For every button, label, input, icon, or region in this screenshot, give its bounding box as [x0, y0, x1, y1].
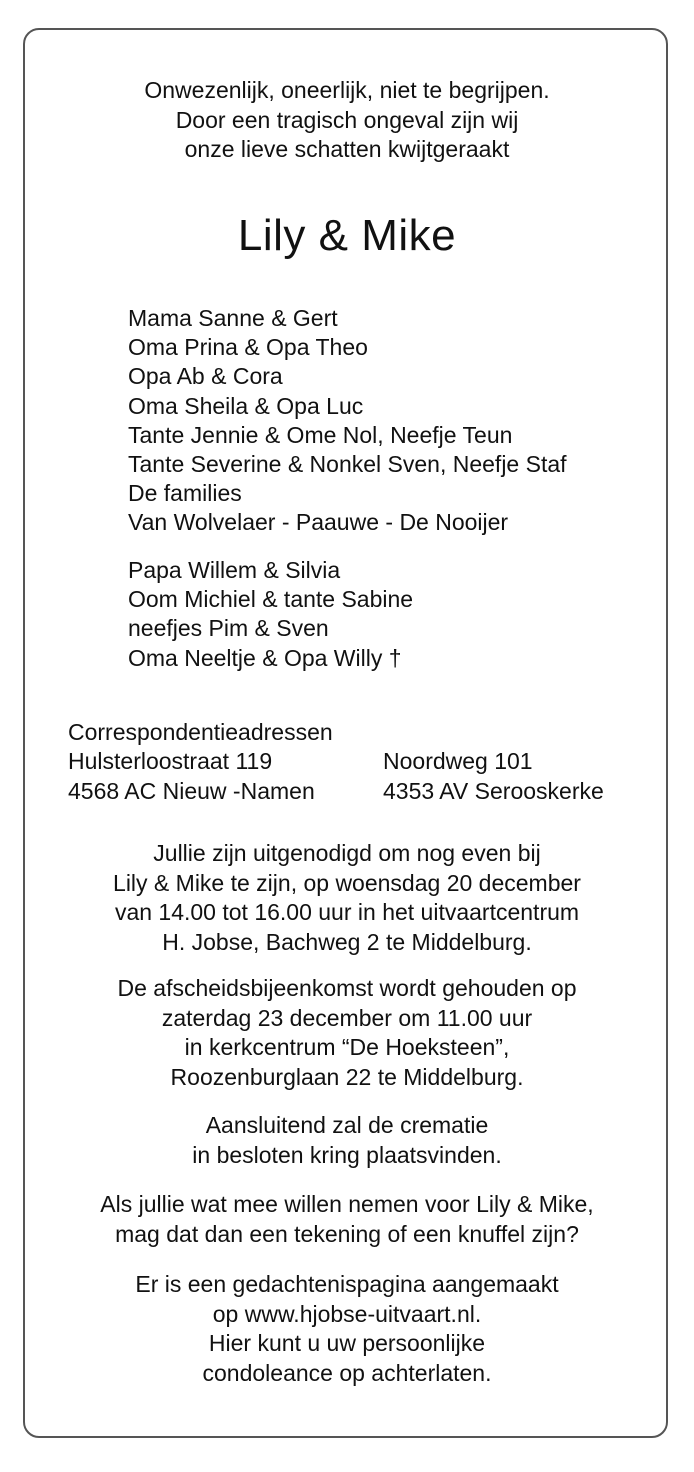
intro-text	[0, 76, 694, 165]
family-line: Oma Sheila & Opa Luc	[128, 392, 364, 419]
address-line: Hulsterloostraat 119	[68, 748, 273, 774]
family-line: Oma Prina & Opa Theo	[128, 334, 368, 361]
family-line: De families	[128, 480, 242, 507]
visitation-line: H. Jobse, Bachweg 2 te Middelburg.	[162, 928, 532, 955]
gifts-request	[0, 1190, 694, 1249]
gifts-line: mag dat dan een tekening of een knuffel zijn?	[115, 1220, 579, 1247]
family-line: Oma Neeltje & Opa Willy †	[128, 644, 402, 671]
intro-line: onze lieve schatten kwijtgeraakt	[184, 136, 510, 162]
correspondence-heading: Correspondentieadressen	[68, 719, 333, 745]
family-line: Tante Jennie & Ome Nol, Neefje Teun	[128, 421, 513, 448]
family-line: Papa Willem & Silvia	[128, 557, 341, 583]
online-line: Hier kunt u uw persoonlijke	[208, 1330, 486, 1356]
visitation-info	[0, 839, 694, 957]
family-line: Oom Michiel & tante Sabine	[128, 586, 414, 613]
correspondence-address-left	[68, 747, 315, 806]
correspondence-address-right	[383, 747, 604, 806]
cremation-info	[0, 1111, 694, 1170]
family-list-father-side	[128, 556, 413, 673]
cremation-line: in besloten kring plaatsvinden.	[192, 1141, 502, 1168]
deceased-names: Lily & Mike	[237, 211, 457, 260]
farewell-line: zaterdag 23 december om 11.00 uur	[161, 1004, 533, 1031]
family-line: Opa Ab & Cora	[128, 363, 283, 390]
address-line: Noordweg 101	[383, 748, 533, 774]
intro-line: Door een tragisch ongeval zijn wij	[175, 106, 519, 133]
farewell-line: Roozenburglaan 22 te Middelburg.	[170, 1063, 524, 1090]
online-line: op www.hjobse-uitvaart.nl.	[212, 1300, 482, 1327]
family-line: neefjes Pim & Sven	[128, 615, 329, 642]
farewell-line: in kerkcentrum “De Hoeksteen”,	[184, 1034, 510, 1060]
online-line: Er is een gedachtenispagina aangemaakt	[135, 1271, 559, 1297]
cremation-line: Aansluitend zal de crematie	[205, 1112, 489, 1138]
farewell-info	[0, 974, 694, 1092]
address-line: 4353 AV Serooskerke	[383, 777, 604, 804]
online-line: condoleance op achterlaten.	[202, 1359, 492, 1386]
visitation-line: van 14.00 tot 16.00 uur in het uitvaartcentrum	[114, 899, 580, 925]
visitation-line: Lily & Mike te zijn, op woensdag 20 december	[113, 869, 581, 896]
address-line: 4568 AC Nieuw -Namen	[68, 777, 315, 804]
farewell-line: De afscheidsbijeenkomst wordt gehouden op	[117, 975, 577, 1001]
family-line: Tante Severine & Nonkel Sven, Neefje Staf	[128, 451, 567, 478]
family-line: Van Wolvelaer - Paauwe - De Nooijer	[128, 509, 509, 536]
visitation-line: Jullie zijn uitgenodigd om nog even bij	[153, 840, 541, 866]
gifts-line: Als jullie wat mee willen nemen voor Lily & Mike,	[100, 1191, 594, 1217]
family-line: Mama Sanne & Gert	[128, 305, 338, 331]
intro-line: Onwezenlijk, oneerlijk, niet te begrijpen.	[144, 77, 550, 103]
online-condolence-info	[0, 1270, 694, 1388]
family-list-mother-side	[128, 304, 567, 538]
